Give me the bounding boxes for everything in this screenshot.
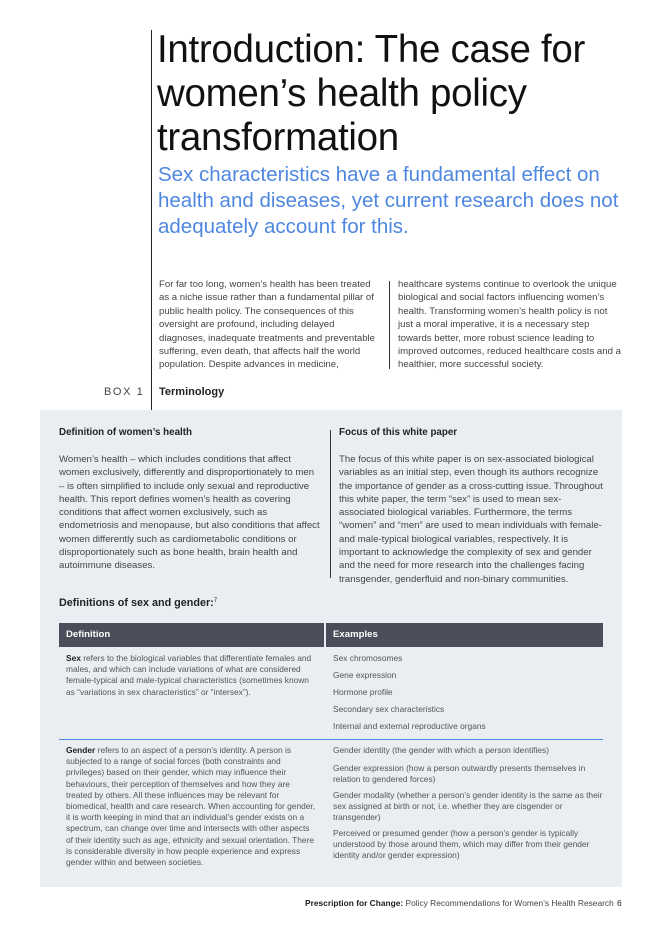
page-title: Introduction: The case for women’s health policy transformation xyxy=(157,28,586,159)
table-row-divider xyxy=(59,739,603,740)
example-item: Gene expression xyxy=(333,670,397,680)
example-item: Gender identity (the gender with which a person identifies) xyxy=(333,745,550,755)
column-header-examples: Examples xyxy=(333,629,378,640)
intro-column-rule xyxy=(389,281,390,369)
page-number: 6 xyxy=(617,898,622,908)
focus-body: The focus of this white paper is on sex-associated biological variables as an initial step, even though its authors recognize the importance of gender as a cross-cutting issue. Throughout this white paper, the term “sex” is used to mean sex-associated biological variables. Furthermore, the terms “women” and “men” are used to mean individuals with female- and male-typical biological variables, respectively. It is important to acknowledge the complexity of sex and gender and the need for more research into the challenges facing transgender, genderfluid and non-binary communities. xyxy=(339,454,603,585)
box-label: BOX 1 xyxy=(104,386,145,398)
footnote-ref: 7 xyxy=(213,598,218,604)
table-row-gender-definition: Gender refers to an aspect of a person’s identity. A person is subjected to a range of social forces (both constraints and privileges) based on their gender, which may influence their behaviours, their perception of themselves and how they are treated by others. All these influences may be relevant for biomedical, health and care research. When accounting for gender, it is worth keeping in mind that an individual’s gender exists on a spectrum, can change over time and intersects with other aspects of their identity such as age, ethnicity and sexual orientation. There is considerable diversity in how people experience and express gender within and between societies. xyxy=(66,745,316,868)
example-item: Gender modality (whether a person’s gender identity is the same as their sex assigned at birth or not, i.e. whether they are cisgender or transgender) xyxy=(333,790,603,823)
page-subtitle: Sex characteristics have a fundamental effect on health and diseases, yet current research does not adequately account for this. xyxy=(158,163,619,238)
example-item: Secondary sex characteristics xyxy=(333,704,445,714)
panel-column-rule xyxy=(330,430,331,578)
term-gender: Gender xyxy=(66,745,96,755)
column-header-definition: Definition xyxy=(66,629,111,640)
example-item: Perceived or presumed gender (how a person’s gender is typically understood by those around them, which may differ from their gender identity and/or gender expression) xyxy=(333,828,590,861)
definition-body: Women’s health – which includes conditions that affect women exclusively, differently and disproportionately to men – is often simplified to include only sexual and reproductive health. This report defines women’s health as covering conditions that affect women exclusively, such as endometriosis and menopause, but also conditions that affect women differently such as cardiometabolic conditions or disproportionately such as bone health, brain health and autoimmune diseases. xyxy=(59,454,320,572)
box-title: Terminology xyxy=(159,386,225,398)
focus-heading: Focus of this white paper xyxy=(339,427,458,438)
definition-heading: Definition of women’s health xyxy=(59,427,192,438)
example-item: Sex chromosomes xyxy=(333,653,403,663)
title-rule xyxy=(151,30,152,410)
table-header xyxy=(59,623,603,647)
intro-paragraph-left: For far too long, women’s health has been treated as a niche issue rather than a fundamental pillar of public health policy. The consequences of this oversight are profound, including delayed diagnoses, inadequate treatments and preventable suffering, even death, that affects half the world population. Despite advances in medicine, xyxy=(159,279,376,371)
example-item: Gender expression (how a person outwardly presents themselves in relation to gendered forces) xyxy=(333,763,586,785)
example-item: Internal and external reproductive organs xyxy=(333,721,486,731)
intro-paragraph-right: healthcare systems continue to overlook the unique biological and social factors influencing women’s health. Transforming women’s health policy is not just a moral imperative, it is a necessary step towards better, more robust science leading to improved outcomes, reduced healthcare costs and a healthier, more successful society. xyxy=(398,279,621,371)
example-item: Hormone profile xyxy=(333,687,393,697)
page-footer: Prescription for Change: Policy Recommendations for Women’s Health Research xyxy=(305,898,614,908)
term-sex: Sex xyxy=(66,653,81,663)
column-separator xyxy=(324,623,326,647)
table-row-sex-definition: Sex refers to the biological variables that differentiate females and males, and which can include variations of what are considered female-typical and male-typical characteristics (sometimes known as “variations in sex characteristics” or “intersex”). xyxy=(66,653,312,697)
definitions-heading: Definitions of sex and gender:$^7$ xyxy=(59,597,218,609)
